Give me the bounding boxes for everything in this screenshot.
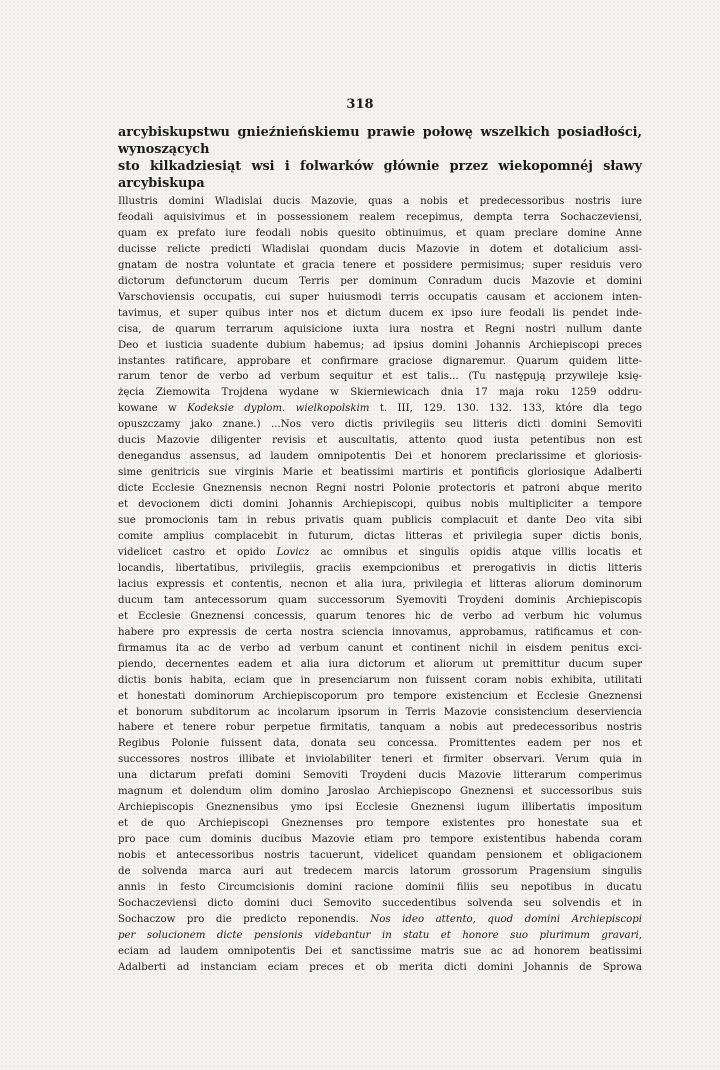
text-line: opuszczamy jako znane.) ...Nos vero dictis privilegiis seu litteris dicti domini Semoviti <box>118 419 642 431</box>
text-line: locandis, libertatibus, privilegiis, graciis exempcionibus et prerogativis in dictis litteris <box>118 562 642 574</box>
text-segment: ac omnibus et singulis opidis atque villis locatis et <box>309 546 642 558</box>
text-line: Illustris domini Wladislai ducis Mazovie, quas a nobis et predecessoribus nostris iure <box>118 196 642 207</box>
text-line: una dictarum prefati domini Semoviti Troydeni ducis Mazovie litterarum comperimus <box>118 770 642 782</box>
text-line <box>118 545 642 561</box>
text-line: et honestati dominorum Archiepiscoporum pro tempore existencium et Ecclesie Gneznensi <box>118 690 642 702</box>
text-line: tavimus, et super quibus inter nos et dictum ducem ex ipso iure feodali lis pendet inde- <box>118 307 642 319</box>
text-segment: t. III, 129. 130. 132. 133, które dla tego <box>369 403 642 415</box>
text-line: pro pace cum dominis ducibus Mazovie etiam pro tempore existentibus habenda coram <box>118 834 642 846</box>
text-line: sue promocionis tam in rebus privatis quam publicis complacuit et dante Deo vita sibi <box>118 515 642 527</box>
text-line: sime genitricis sue virginis Marie et beatissimi martiris et pontificis gloriosique Adalberti <box>118 467 642 479</box>
text-line: instantes ratificare, approbare et confirmare graciose dignaremur. Quarum quidem litte- <box>118 355 642 367</box>
text-line: gnatam de nostra voluntate et gracia tenere et possidere permisimus; super residuis vero <box>118 259 642 271</box>
text-segment: videlicet castro et opido <box>118 546 277 558</box>
text-line: dicte Ecclesie Gneznensis necnon Regni nostri Polonie protectoris et patroni abque merito <box>118 483 642 495</box>
text-line: rarum tenor de verbo ad verbum sequitur et est talis... (Tu następują przywileje księ- <box>118 371 642 383</box>
text-line: denegandus assensus, ad laudem omnipotentis Dei et honorem preclarissime et gloriosis- <box>118 451 642 463</box>
text-line: dictorum defunctorum ducum Terris per dominum Conradum ducis Mazovie et domini <box>118 275 642 287</box>
text-line: Archiepiscopis Gneznensibus ymo ipsi Ecclesie Gneznensi iugum illibertatis impositum <box>118 802 642 814</box>
text-line: Regibus Polonie fuissent data, donata seu concessa. Promittentes eadem per nos et <box>118 738 642 750</box>
text-line <box>118 401 642 417</box>
text-line: et bonorum subditorum ac incolarum ipsorum in Terris Mazovie consistencium deserviencia <box>118 706 642 718</box>
italic-text: Nos ideo attento, quod domini Archiepiscopi <box>370 913 642 925</box>
page-heading <box>118 124 642 192</box>
text-line: habere pro expressis de certa nostra sciencia innovamus, approbamus, ratificamus et con- <box>118 626 642 638</box>
text-line: żęcia Ziemowita Trojdena wydane w Skierniewicach dnia 17 maja roku 1259 oddru- <box>118 387 642 399</box>
text-segment: kowane w <box>118 403 188 415</box>
text-line <box>118 912 642 928</box>
text-line: comite amplius complacebit in futurum, dictas litteras et privilegia super dictis bonis, <box>118 531 642 543</box>
text-line: de solvenda marca auri aut tredecem marcis latorum grossorum Pragensium singulis <box>118 866 642 878</box>
text-line: ducum tam antecessorum quam successorum Syemoviti Troydeni dominis Archiepiscopis <box>118 594 642 606</box>
text-line: nobis et antecessoribus nostris tacuerunt, videlicet quandam pensionem et obligacionem <box>118 850 642 862</box>
text-line: annis in festo Circumcisionis domini racione dominii filiis seu nepotibus in ducatu <box>118 881 642 893</box>
heading-line: sto kilkadziesiąt wsi i folwarków głównie przez wiekopomnéj sławy arcybiskupa <box>118 159 642 191</box>
text-line: Varschoviensis occupatis, cui super huiusmodi terris occupatis causam et accionem inten- <box>118 291 642 303</box>
text-line: firmamus ita ac de verbo ad verbum canunt et continent nichil in eisdem penitus exci- <box>118 642 642 654</box>
text-line: Deo et iusticia suadente dubium habemus; ad ipsius domini Johannis Archiepiscopi preces <box>118 339 642 351</box>
text-line: piendo, decernentes eadem et alia iura dictorum et aliorum ut premittitur ducum super <box>118 658 642 670</box>
text-line: lacius expressis et contentis, necnon et alia iura, privilegia et litteras aliorum dominorum <box>118 578 642 590</box>
page-number: 318 <box>346 97 374 112</box>
text-line: et Ecclesie Gneznensi concessis, quarum tenores hic de verbo ad verbum hic volumus <box>118 610 642 622</box>
italic-text: Lovicz <box>276 546 310 558</box>
italic-text: per solucionem dicte pensionis videbantur in statu et honore suo plurimum gravari, <box>118 929 642 941</box>
text-line: habere et tenere robur perpetue firmitatis, tanquam a nobis aut predecessoribus nostris <box>118 722 642 734</box>
text-line: feodali aquisivimus et in possessionem realem recepimus, dempta terra Sochaczeviensi, <box>118 211 642 223</box>
text-line: ducis Mazovie diligenter revisis et auscultatis, attento quod iusta petentibus non est <box>118 435 642 447</box>
text-segment: Sochaczow pro die predicto reponendis. <box>118 913 371 925</box>
text-line: eciam ad laudem omnipotentis Dei et sanctissime matris sue ac ad honorem beatissimi <box>118 945 642 957</box>
text-line: et de quo Archiepiscopi Gneznenses pro tempore existentes pro honestate sua et <box>118 818 642 830</box>
latin-document-text <box>118 194 642 976</box>
text-line: magnum et dolendum olim domino Jaroslao Archiepiscopo Gneznensi et successoribus suis <box>118 786 642 798</box>
italic-text: Kodeksie dyplom. wielkopolskim <box>187 403 370 415</box>
text-line: Adalberti ad instanciam eciam preces et ob merita dicti domini Johannis de Sprowa <box>118 961 642 973</box>
text-line: cisa, de quarum terrarum aquisicione iuxta iura nostra et Regni nostri nullum dante <box>118 323 642 335</box>
text-line: Sochaczeviensi dicto domini duci Semovito succedentibus solvenda seu solvendis et in <box>118 897 642 909</box>
text-line: successores nostros illibate et inviolabiliter teneri et firmiter observari. Verum quia in <box>118 754 642 766</box>
text-line: et devocionem dicti domini Johannis Archiepiscopi, quibus nobis multipliciter a tempore <box>118 499 642 511</box>
text-line: ducisse relicte predicti Wladislai quondam ducis Mazovie in dotem et dotalicium assi- <box>118 243 642 255</box>
heading-line: arcybiskupstwu gnieźnieńskiemu prawie połowę wszelkich posiadłości, wynoszących <box>118 125 642 157</box>
text-line: dictis bonis habita, eciam que in presenciarum non fuissent coram nobis exhibita, utilitati <box>118 674 642 686</box>
text-line <box>118 928 642 944</box>
text-line: quam ex prefato iure feodali nobis quesito obtinuimus, et quam preclare domine Anne <box>118 227 642 239</box>
